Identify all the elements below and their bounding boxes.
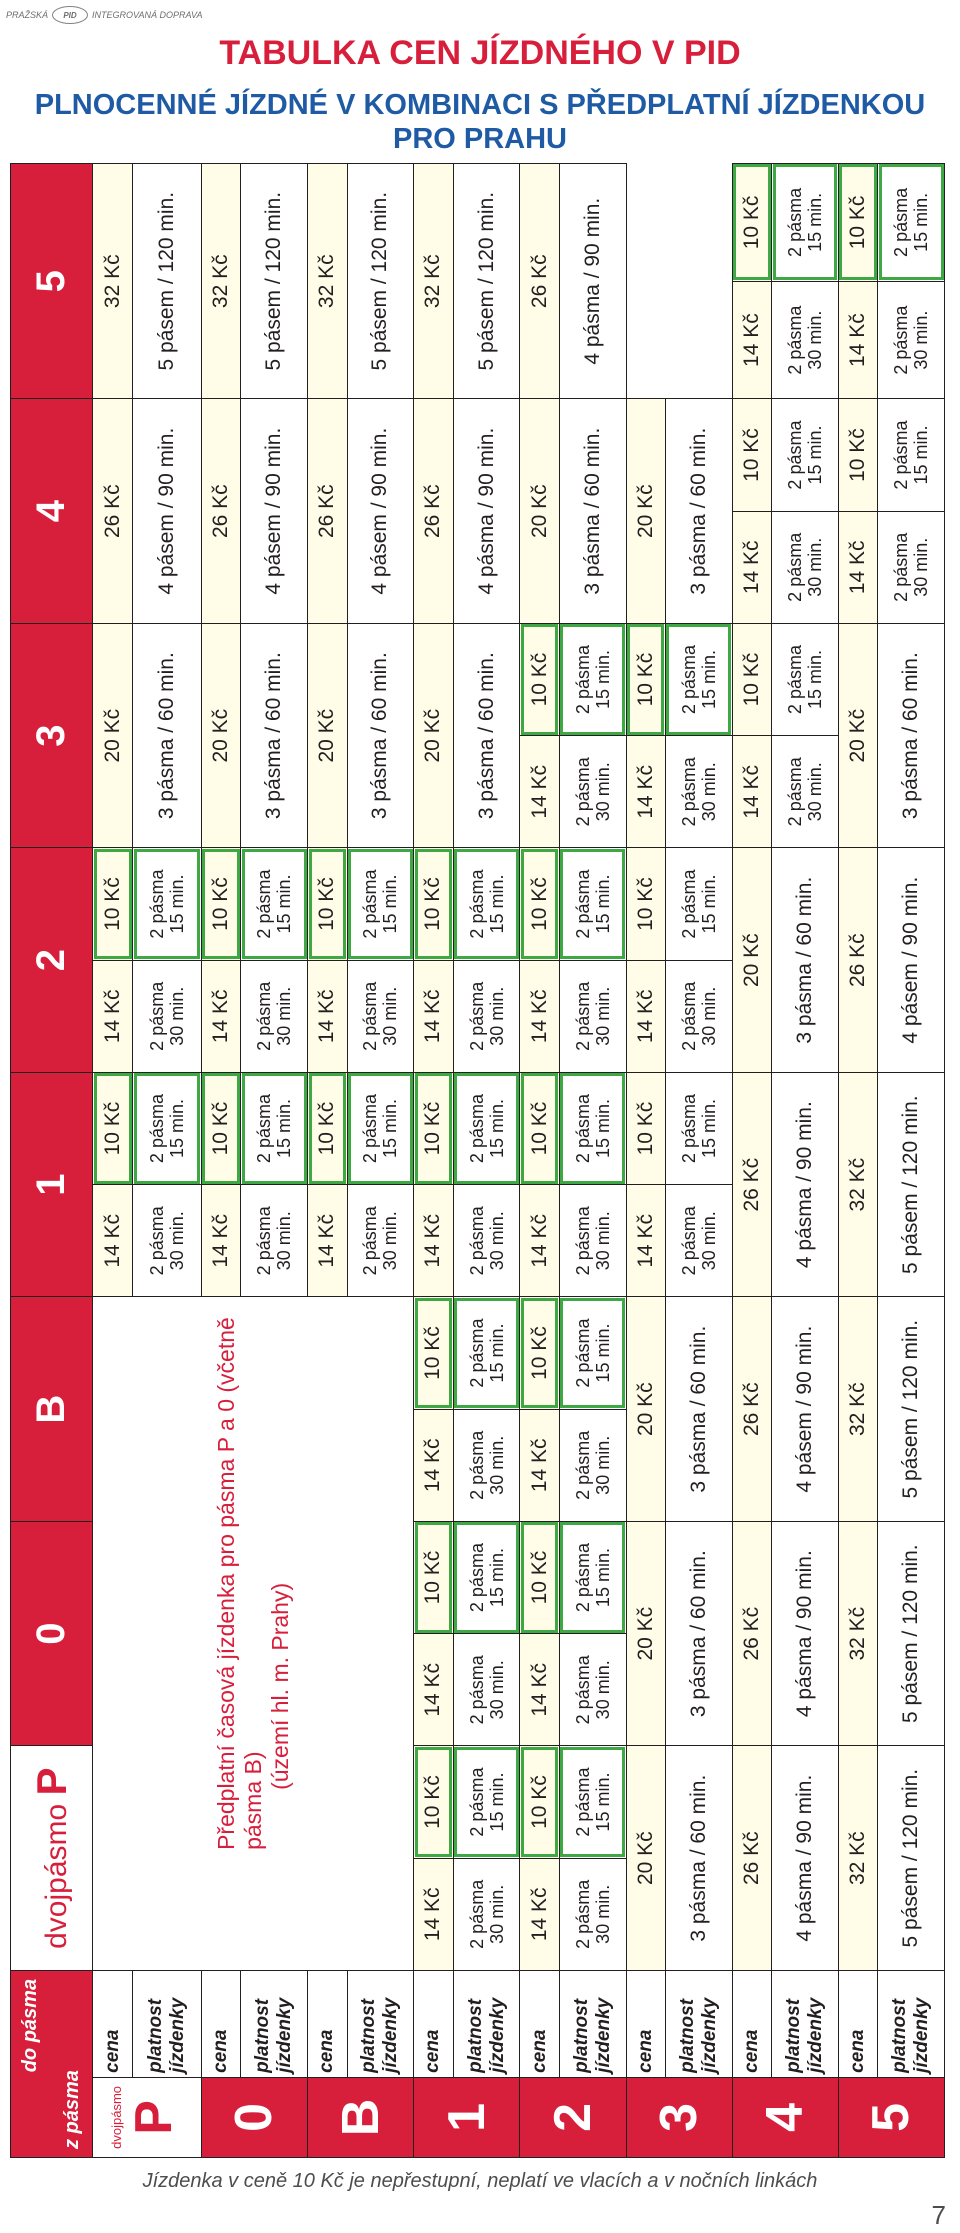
price-cell: 14 Kč bbox=[93, 1185, 133, 1297]
label-validity: platnost jízdenky bbox=[665, 1970, 732, 2077]
col-head-5: 5 bbox=[11, 164, 93, 399]
validity-cell-short: 2 pásma 15 min. bbox=[559, 1297, 626, 1409]
validity-cell: 4 pásem / 90 min. bbox=[241, 399, 308, 624]
page-number: 7 bbox=[931, 2200, 946, 2230]
price-cell-short: 10 Kč bbox=[308, 848, 347, 960]
validity-cell-short: 2 pásma 15 min. bbox=[241, 848, 308, 960]
corner-from-zone: z pásma bbox=[61, 2070, 83, 2149]
validity-cell: 2 pásma 30 min. bbox=[133, 1185, 201, 1297]
label-validity: platnost jízdenky bbox=[347, 1970, 414, 2077]
price-cell: 14 Kč bbox=[414, 1634, 453, 1746]
pid-logo bbox=[6, 6, 203, 24]
validity-cell-short: 2 pásma 15 min. bbox=[665, 623, 732, 735]
label-validity: platnost jízdenky bbox=[878, 1970, 945, 2077]
validity-cell: 5 pásem / 120 min. bbox=[878, 1746, 945, 1971]
validity-cell: 2 pásma 30 min. bbox=[878, 281, 945, 399]
price-cell: 26 Kč bbox=[93, 399, 133, 624]
price-cell: 26 Kč bbox=[732, 1521, 771, 1746]
price-cell: 14 Kč bbox=[838, 281, 877, 399]
validity-cell: 4 pásma / 90 min. bbox=[559, 164, 626, 399]
price-cell-short: 10 Kč bbox=[732, 164, 771, 282]
price-cell-short: 10 Kč bbox=[93, 848, 133, 960]
price-cell: 20 Kč bbox=[838, 623, 877, 848]
price-cell: 10 Kč bbox=[626, 1072, 665, 1184]
label-validity: platnost jízdenky bbox=[241, 1970, 308, 2077]
price-cell: 14 Kč bbox=[201, 960, 240, 1072]
validity-cell: 4 pásma / 90 min. bbox=[772, 1521, 839, 1746]
price-cell: 26 Kč bbox=[308, 399, 347, 624]
price-cell: 14 Kč bbox=[520, 736, 559, 848]
price-cell: 14 Kč bbox=[626, 960, 665, 1072]
validity-cell-short: 2 pásma 15 min. bbox=[559, 623, 626, 735]
label-validity: platnost jízdenky bbox=[453, 1970, 520, 2077]
brand-left: PRAŽSKÁ bbox=[6, 10, 49, 20]
price-cell: 20 Kč bbox=[308, 623, 347, 848]
price-cell-short: 10 Kč bbox=[414, 848, 453, 960]
validity-cell: 2 pásma 30 min. bbox=[878, 511, 945, 623]
validity-cell-short: 2 pásma 15 min. bbox=[347, 848, 414, 960]
price-cell: 32 Kč bbox=[838, 1521, 877, 1746]
price-cell: 14 Kč bbox=[414, 960, 453, 1072]
validity-cell: 4 pásem / 90 min. bbox=[347, 399, 414, 624]
label-price: cena bbox=[732, 1970, 771, 2077]
validity-cell-short: 2 pásma 15 min. bbox=[453, 848, 520, 960]
validity-cell: 2 pásma 30 min. bbox=[559, 960, 626, 1072]
validity-cell: 2 pásma 15 min. bbox=[878, 399, 945, 511]
validity-cell: 2 pásma 30 min. bbox=[559, 1185, 626, 1297]
validity-cell: 2 pásma 30 min. bbox=[453, 960, 520, 1072]
validity-cell: 3 pásma / 60 min. bbox=[665, 1297, 732, 1522]
validity-cell-short: 2 pásma 15 min. bbox=[559, 1072, 626, 1184]
validity-cell: 3 pásma / 60 min. bbox=[241, 623, 308, 848]
price-cell: 20 Kč bbox=[732, 848, 771, 1073]
validity-cell: 5 pásem / 120 min. bbox=[133, 164, 201, 399]
price-cell: 32 Kč bbox=[93, 164, 133, 399]
price-cell: 32 Kč bbox=[308, 164, 347, 399]
label-price: cena bbox=[201, 1970, 240, 2077]
prepaid-pass-line1: Předplatní časová jízdenka pro pásma P a 0 (včetně pásma B) bbox=[212, 1317, 266, 1850]
price-cell: 26 Kč bbox=[414, 399, 453, 624]
row-head-2: 2 bbox=[520, 2077, 626, 2157]
price-cell: 14 Kč bbox=[520, 960, 559, 1072]
label-price: cena bbox=[838, 1970, 877, 2077]
validity-cell: 4 pásma / 90 min. bbox=[772, 1746, 839, 1971]
price-cell: 10 Kč bbox=[732, 623, 771, 735]
col-head-0: 0 bbox=[11, 1521, 93, 1746]
validity-cell: 2 pásma 30 min. bbox=[772, 511, 839, 623]
label-price: cena bbox=[308, 1970, 347, 2077]
validity-cell: 3 pásma / 60 min. bbox=[878, 623, 945, 848]
price-cell: 26 Kč bbox=[838, 848, 877, 1073]
validity-cell: 5 pásem / 120 min. bbox=[878, 1521, 945, 1746]
price-cell: 10 Kč bbox=[732, 399, 771, 511]
price-cell-short: 10 Kč bbox=[520, 1746, 559, 1858]
validity-cell: 3 pásma / 60 min. bbox=[665, 399, 732, 624]
price-cell: 20 Kč bbox=[626, 1521, 665, 1746]
col-head-b: B bbox=[11, 1297, 93, 1522]
price-cell-short: 10 Kč bbox=[414, 1746, 453, 1858]
validity-cell: 2 pásma 30 min. bbox=[665, 960, 732, 1072]
label-price: cena bbox=[414, 1970, 453, 2077]
row-head-4: 4 bbox=[732, 2077, 838, 2157]
validity-cell-short: 2 pásma 15 min. bbox=[772, 164, 839, 282]
price-cell: 14 Kč bbox=[732, 511, 771, 623]
page-title: TABULKA CEN JÍZDNÉHO V PID bbox=[219, 34, 741, 72]
validity-cell: 5 pásem / 120 min. bbox=[878, 1297, 945, 1522]
pid-logo-badge: PID bbox=[52, 6, 88, 24]
table-corner bbox=[11, 1970, 93, 2157]
price-cell-short: 10 Kč bbox=[414, 1297, 453, 1409]
price-cell: 32 Kč bbox=[201, 164, 240, 399]
validity-cell: 2 pásma 30 min. bbox=[241, 1185, 308, 1297]
price-cell-short: 10 Kč bbox=[201, 1072, 240, 1184]
col-head-p bbox=[11, 1746, 93, 1971]
validity-cell-short: 2 pásma 15 min. bbox=[453, 1297, 520, 1409]
row-head-1: 1 bbox=[414, 2077, 520, 2157]
validity-cell: 2 pásma 15 min. bbox=[772, 399, 839, 511]
validity-cell: 2 pásma 30 min. bbox=[133, 960, 201, 1072]
page-subtitle: PLNOCENNÉ JÍZDNÉ V KOMBINACI S PŘEDPLATNÍ JÍZDENKOU PRO PRAHU bbox=[34, 89, 926, 155]
row-head-5: 5 bbox=[838, 2077, 944, 2157]
price-cell: 26 Kč bbox=[520, 164, 559, 399]
validity-cell: 2 pásma 15 min. bbox=[772, 623, 839, 735]
price-cell-short: 10 Kč bbox=[414, 1521, 453, 1633]
validity-cell: 2 pásma 30 min. bbox=[347, 960, 414, 1072]
col-p-letter: P bbox=[27, 1767, 75, 1796]
validity-cell: 5 pásem / 120 min. bbox=[878, 1072, 945, 1297]
fare-table-frame bbox=[10, 163, 945, 2158]
validity-cell: 2 pásma 30 min. bbox=[772, 281, 839, 399]
validity-cell: 4 pásem / 90 min. bbox=[878, 848, 945, 1073]
validity-cell: 4 pásem / 90 min. bbox=[133, 399, 201, 624]
price-cell-short: 10 Kč bbox=[414, 1072, 453, 1184]
label-validity: platnost jízdenky bbox=[772, 1970, 839, 2077]
validity-cell-short: 2 pásma 15 min. bbox=[453, 1746, 520, 1858]
validity-cell: 3 pásma / 60 min. bbox=[772, 848, 839, 1073]
price-cell: 20 Kč bbox=[201, 623, 240, 848]
price-cell-short: 10 Kč bbox=[520, 1521, 559, 1633]
price-cell-short: 10 Kč bbox=[520, 848, 559, 960]
validity-cell: 3 pásma / 60 min. bbox=[347, 623, 414, 848]
price-cell: 20 Kč bbox=[93, 623, 133, 848]
validity-cell: 3 pásma / 60 min. bbox=[133, 623, 201, 848]
validity-cell-short: 2 pásma 15 min. bbox=[133, 1072, 201, 1184]
price-cell: 32 Kč bbox=[838, 1072, 877, 1297]
price-cell: 20 Kč bbox=[414, 623, 453, 848]
price-cell: 14 Kč bbox=[414, 1409, 453, 1521]
validity-cell-short: 2 pásma 15 min. bbox=[347, 1072, 414, 1184]
price-cell: 20 Kč bbox=[626, 399, 665, 624]
price-cell: 14 Kč bbox=[732, 736, 771, 848]
price-cell: 14 Kč bbox=[414, 1858, 453, 1970]
col-head-1: 1 bbox=[11, 1072, 93, 1297]
validity-cell: 4 pásma / 90 min. bbox=[453, 399, 520, 624]
label-price: cena bbox=[520, 1970, 559, 2077]
row-p-letter: P bbox=[125, 2100, 184, 2135]
price-cell-short: 10 Kč bbox=[520, 623, 559, 735]
row-head-3: 3 bbox=[626, 2077, 732, 2157]
price-cell: 26 Kč bbox=[201, 399, 240, 624]
validity-cell: 2 pásma 30 min. bbox=[559, 1409, 626, 1521]
row-head-p bbox=[93, 2077, 202, 2157]
price-cell-short: 10 Kč bbox=[838, 164, 877, 282]
price-cell: 10 Kč bbox=[626, 848, 665, 960]
price-cell: 14 Kč bbox=[626, 736, 665, 848]
validity-cell: 2 pásma 30 min. bbox=[559, 1858, 626, 1970]
validity-cell: 2 pásma 30 min. bbox=[665, 1185, 732, 1297]
validity-cell-short: 2 pásma 15 min. bbox=[559, 848, 626, 960]
price-cell: 20 Kč bbox=[626, 1746, 665, 1971]
price-cell: 10 Kč bbox=[838, 399, 877, 511]
validity-cell: 2 pásma 30 min. bbox=[453, 1858, 520, 1970]
validity-cell: 2 pásma 30 min. bbox=[453, 1634, 520, 1746]
prepaid-pass-line2: (území hl. m. Prahy) bbox=[266, 1582, 293, 1790]
price-cell: 14 Kč bbox=[520, 1634, 559, 1746]
label-price: cena bbox=[93, 1970, 133, 2077]
price-cell: 14 Kč bbox=[520, 1409, 559, 1521]
validity-cell: 5 pásem / 120 min. bbox=[347, 164, 414, 399]
price-cell-short: 10 Kč bbox=[520, 1072, 559, 1184]
validity-cell: 2 pásma 30 min. bbox=[453, 1185, 520, 1297]
col-head-3: 3 bbox=[11, 623, 93, 848]
validity-cell-short: 2 pásma 15 min. bbox=[559, 1521, 626, 1633]
validity-cell: 3 pásma / 60 min. bbox=[665, 1746, 732, 1971]
price-cell: 32 Kč bbox=[838, 1746, 877, 1971]
price-cell-short: 10 Kč bbox=[626, 623, 665, 735]
price-cell: 20 Kč bbox=[626, 1297, 665, 1522]
price-cell: 14 Kč bbox=[732, 281, 771, 399]
col-p-prefix: dvojpásmo bbox=[39, 1803, 73, 1949]
price-cell: 14 Kč bbox=[201, 1185, 240, 1297]
fare-table bbox=[10, 163, 945, 2158]
validity-cell-short: 2 pásma 15 min. bbox=[241, 1072, 308, 1184]
validity-cell: 3 pásma / 60 min. bbox=[559, 399, 626, 624]
price-cell: 14 Kč bbox=[93, 960, 133, 1072]
validity-cell: 5 pásem / 120 min. bbox=[241, 164, 308, 399]
validity-cell: 3 pásma / 60 min. bbox=[665, 1521, 732, 1746]
validity-cell: 4 pásma / 90 min. bbox=[772, 1072, 839, 1297]
validity-cell: 5 pásem / 120 min. bbox=[453, 164, 520, 399]
validity-cell-short: 2 pásma 15 min. bbox=[453, 1521, 520, 1633]
price-cell-short: 10 Kč bbox=[308, 1072, 347, 1184]
col-head-4: 4 bbox=[11, 399, 93, 624]
price-cell: 14 Kč bbox=[308, 1185, 347, 1297]
validity-cell: 2 pásma 30 min. bbox=[453, 1409, 520, 1521]
price-cell: 14 Kč bbox=[414, 1185, 453, 1297]
price-cell: 32 Kč bbox=[414, 164, 453, 399]
price-cell: 32 Kč bbox=[838, 1297, 877, 1522]
validity-cell: 2 pásma 30 min. bbox=[772, 736, 839, 848]
validity-cell: 2 pásma 30 min. bbox=[559, 736, 626, 848]
label-validity: platnost jízdenky bbox=[559, 1970, 626, 2077]
price-cell: 14 Kč bbox=[520, 1185, 559, 1297]
price-cell: 26 Kč bbox=[732, 1746, 771, 1971]
price-cell: 26 Kč bbox=[732, 1072, 771, 1297]
label-price: cena bbox=[626, 1970, 665, 2077]
brand-right: INTEGROVANÁ DOPRAVA bbox=[92, 10, 203, 20]
validity-cell: 2 pásma 30 min. bbox=[665, 736, 732, 848]
footer-note: Jízdenka v ceně 10 Kč je nepřestupní, neplatí ve vlacích a v nočních linkách bbox=[142, 2170, 818, 2192]
validity-cell-short: 2 pásma 15 min. bbox=[878, 164, 945, 282]
row-head-b: B bbox=[308, 2077, 414, 2157]
price-cell: 26 Kč bbox=[732, 1297, 771, 1522]
row-head-0: 0 bbox=[201, 2077, 307, 2157]
row-p-small: dvojpásmo bbox=[109, 2085, 125, 2149]
prepaid-pass-note bbox=[93, 1297, 414, 1971]
label-validity: platnost jízdenky bbox=[133, 1970, 201, 2077]
validity-cell: 2 pásma 30 min. bbox=[347, 1185, 414, 1297]
price-cell: 14 Kč bbox=[520, 1858, 559, 1970]
validity-cell: 3 pásma / 60 min. bbox=[453, 623, 520, 848]
price-cell-short: 10 Kč bbox=[93, 1072, 133, 1184]
validity-cell-short: 2 pásma 15 min. bbox=[453, 1072, 520, 1184]
price-cell: 20 Kč bbox=[520, 399, 559, 624]
validity-cell: 2 pásma 15 min. bbox=[665, 1072, 732, 1184]
validity-cell-short: 2 pásma 15 min. bbox=[559, 1746, 626, 1858]
corner-to-zone: do pásma bbox=[19, 1978, 41, 2073]
validity-cell: 4 pásem / 90 min. bbox=[772, 1297, 839, 1522]
price-cell-short: 10 Kč bbox=[201, 848, 240, 960]
validity-cell: 2 pásma 30 min. bbox=[241, 960, 308, 1072]
col-head-2: 2 bbox=[11, 848, 93, 1073]
validity-cell-short: 2 pásma 15 min. bbox=[133, 848, 201, 960]
price-cell: 14 Kč bbox=[838, 511, 877, 623]
price-cell-short: 10 Kč bbox=[520, 1297, 559, 1409]
price-cell: 14 Kč bbox=[308, 960, 347, 1072]
price-cell: 14 Kč bbox=[626, 1185, 665, 1297]
validity-cell: 2 pásma 15 min. bbox=[665, 848, 732, 960]
validity-cell: 2 pásma 30 min. bbox=[559, 1634, 626, 1746]
